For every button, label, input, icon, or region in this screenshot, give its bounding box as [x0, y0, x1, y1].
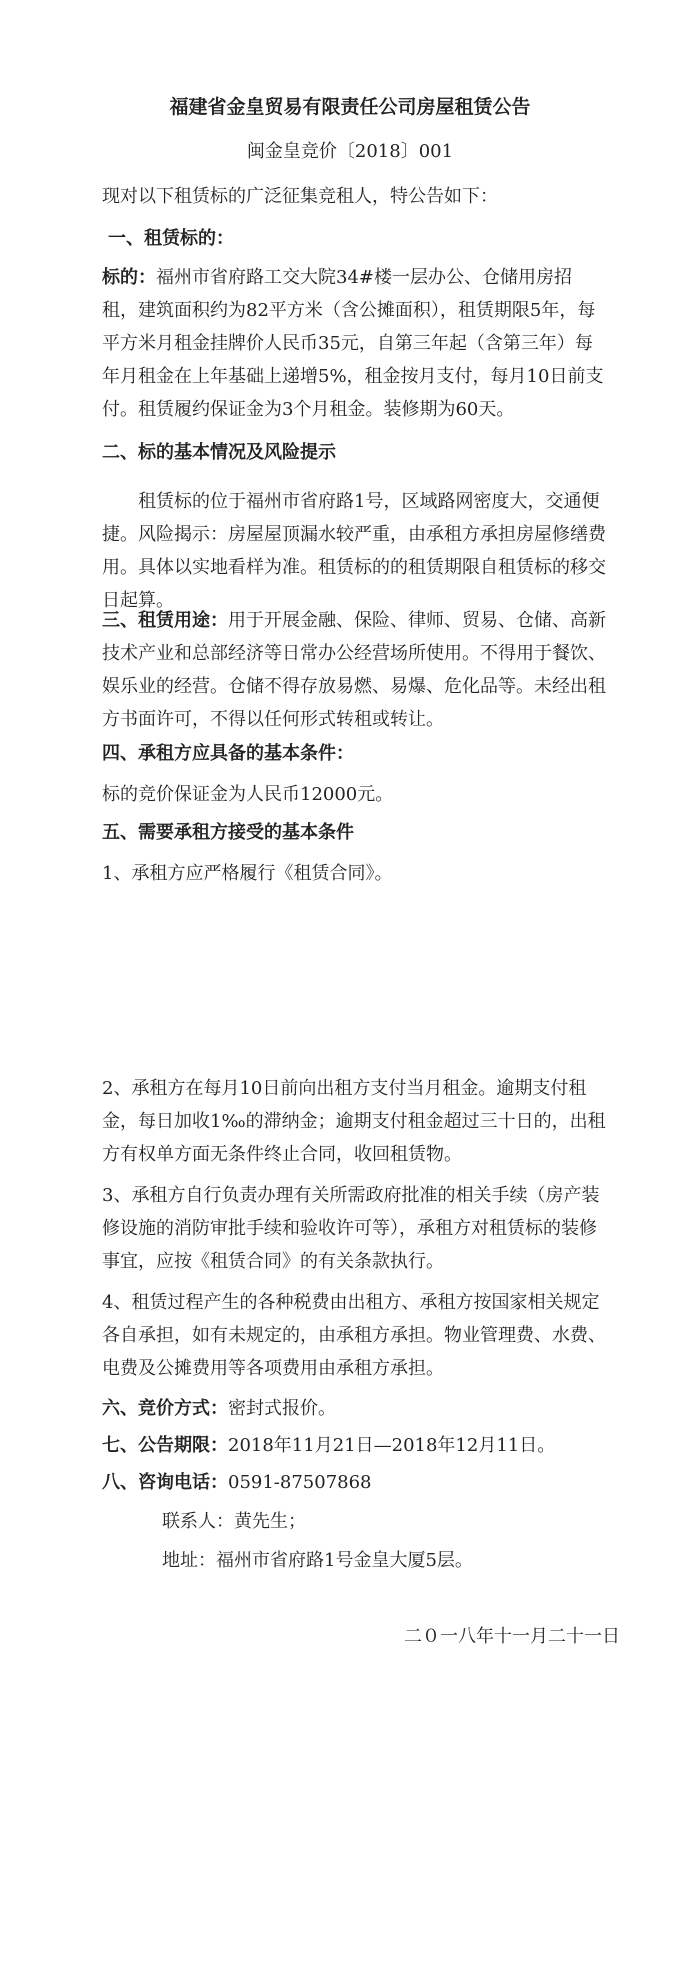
sections-6-8 [102, 1392, 607, 1577]
document-title: 福建省金皇贸易有限责任公司房屋租赁公告 [169, 96, 531, 118]
section-3-label: 三、租赁用途： [102, 610, 228, 631]
section-8-label: 八、咨询电话： [102, 1472, 228, 1493]
section-2 [102, 436, 607, 617]
section-3-text: 用于开展金融、保险、律师、贸易、仓储、高新技术产业和总部经济等日常办公经营场所使用。不得用于餐饮、娱乐业的经营。仓储不得存放易燃、易爆、危化品等。未经出租方书面许可，不得以任何形式转租或转让。 [102, 610, 606, 730]
section-5 [102, 816, 607, 890]
section-5-heading: 五、需要承租方接受的基本条件 [102, 822, 354, 843]
intro-block [102, 180, 607, 213]
section-6-label: 六、竞价方式： [102, 1398, 228, 1419]
section-3-paragraph [102, 604, 607, 736]
section-5-item-2: 2、承租方在每月10日前向出租方支付当月租金。逾期支付租金，每日加收1‰的滞纳金；逾期支付租金超过三十日的，出租方有权单方面无条件终止合同，收回租赁物。 [102, 1078, 606, 1165]
contact-person: 联系人：黄先生； [162, 1511, 306, 1532]
announcement-date: 二０一八年十一月二十一日 [404, 1626, 620, 1647]
section-1-text: 福州市省府路工交大院34#楼一层办公、仓储用房招租，建筑面积约为82平方米（含公摊面积），租赁期限5年，每平方米月租金挂牌价人民币35元，自第三年起（含第三年）每年月租金在上年基础上递增5%，租金按月支付，每月10日前支付。租赁履约保证金为3个月租金。装修期为60天。 [102, 267, 604, 420]
section-4 [102, 737, 607, 811]
section-4-text: 标的竞价保证金为人民币12000元。 [102, 784, 394, 805]
section-2-heading: 二、标的基本情况及风险提示 [102, 442, 336, 463]
section-5-continued [102, 1072, 607, 1385]
section-1-label: 标的： [102, 267, 156, 288]
contact-address: 地址：福州市省府路1号金皇大厦5层。 [162, 1550, 473, 1571]
section-8-phone: 0591-87507868 [228, 1472, 372, 1493]
section-3 [102, 604, 607, 736]
section-6 [102, 1392, 607, 1425]
section-1-paragraph [102, 261, 607, 426]
section-6-text: 密封式报价。 [228, 1398, 336, 1419]
section-4-heading: 四、承租方应具备的基本条件： [102, 743, 354, 764]
section-7 [102, 1429, 607, 1462]
section-5-item-1: 1、承租方应严格履行《租赁合同》。 [102, 863, 393, 884]
section-1-heading: 一、租赁标的： [108, 228, 234, 249]
section-8 [102, 1466, 607, 1499]
section-5-item-3: 3、承租方自行负责办理有关所需政府批准的相关手续（房产装修设施的消防审批手续和验收许可等），承租方对租赁标的装修事宜，应按《租赁合同》的有关条款执行。 [102, 1185, 600, 1272]
document-number: 闽金皇竞价〔2018〕001 [246, 141, 454, 162]
section-5-item-4: 4、租赁过程产生的各种税费由出租方、承租方按国家相关规定各自承担，如有未规定的，由承租方承担。物业管理费、水费、电费及公摊费用等各项费用由承租方承担。 [102, 1292, 606, 1379]
section-7-label: 七、公告期限： [102, 1435, 228, 1456]
section-1 [102, 222, 607, 426]
intro-text: 现对以下租赁标的广泛征集竞租人，特公告如下： [102, 186, 498, 207]
section-7-text: 2018年11月21日—2018年12月11日。 [228, 1435, 556, 1456]
section-2-text: 租赁标的位于福州市省府路1号，区域路网密度大，交通便捷。风险揭示：房屋屋顶漏水较严重，由承租方承担房屋修缮费用。具体以实地看样为准。租赁标的的租赁期限自租赁标的移交日起算。 [102, 491, 606, 611]
